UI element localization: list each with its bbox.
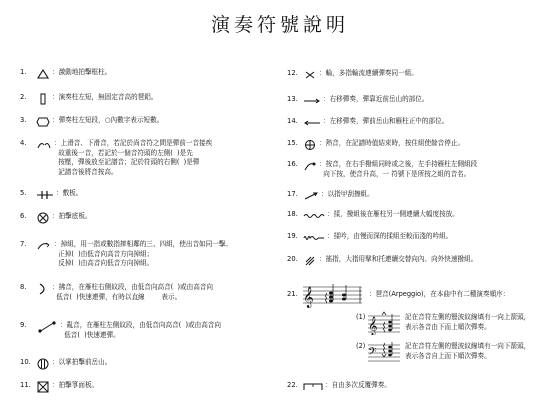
- wavy-line-icon: [303, 210, 325, 221]
- item-number: 10.: [20, 358, 31, 366]
- item-number: 1.: [20, 68, 27, 76]
- circled-bars-icon: [36, 358, 50, 369]
- item-11: [20, 381, 98, 392]
- item-number: 14.: [287, 117, 298, 125]
- item-description: ：以指甲刮擦組。: [321, 190, 374, 198]
- item-number: 20.: [287, 255, 298, 263]
- hexagon-icon: [36, 116, 50, 127]
- item-number: 9.: [20, 321, 27, 329]
- bracket-rectangle-icon: [36, 93, 50, 104]
- item-description: ：彈奏柱左短段，○內數字表示短數。: [52, 116, 164, 124]
- triangle-icon: [36, 68, 50, 79]
- slide-curve-icon: [36, 139, 52, 150]
- diagonal-notes-icon: [36, 321, 58, 332]
- glissando-arc-icon: [36, 283, 50, 294]
- item-8: [20, 283, 213, 302]
- item-description: ：掉組，用一指或數指摔相鄰的三、四組，使出音如同一擊。 正掉( )由低音向高音方向掉組； 反掉( )由高音向低音方向掉組。: [54, 240, 233, 267]
- item-description: ：熱音，在記譜時值結束時，按住組使餘音停止。: [319, 139, 465, 147]
- item-description: ：搖指，大指用擘和托連續交替向內、向外快速撥組。: [319, 255, 478, 263]
- item-number: 8.: [20, 283, 27, 291]
- arpeggio-staff-icon: [302, 281, 364, 309]
- item-16: [287, 160, 477, 179]
- vibrato-line-icon: [303, 232, 325, 243]
- item-2: [20, 93, 158, 104]
- item-description: ：自由多次反覆彈奏。: [325, 381, 391, 389]
- arpeggio-sub2-text: 記在音符左側的豎波紋線填有一向下箭頭， 表示各音自上而下順次彈奏。: [405, 342, 531, 360]
- crossed-square-icon: [36, 381, 50, 392]
- item-number: 4.: [20, 139, 27, 147]
- item-description: ：拂音，在雁柱右側紋段，由低音向高音( )或由高音向 低音( )快速連彈，有時以直線 表示。: [52, 283, 213, 301]
- item-description: ：琶音(Arpeggio)，在本曲中有二種演奏順序：: [369, 290, 510, 298]
- item-number: 7.: [20, 240, 27, 248]
- arpeggio-sub2-number: (2): [356, 342, 366, 350]
- sweep-arc-icon: [36, 240, 52, 251]
- item-number: 5.: [20, 189, 27, 197]
- item-description: ：揉吟，由慢而深的揉組至較而淺的吟組。: [327, 232, 453, 240]
- item-description: ：敷板。: [56, 189, 83, 197]
- arpeggio-down-staff-icon: [367, 340, 401, 364]
- arpeggio-sub1-text: 記在音符左側的豎波紋線填有一向上箭頭， 表示各音由下而上順次彈奏。: [405, 313, 531, 331]
- item-description: ：上滑音、下滑音，若記於尚音符之間是彈前一音接疾 故重後一音，若記於一個音符頭的左側( )是先 按壓，彈後放至記譜音；記於符頭的右側( )是彈 記譜音後將音按高。: [54, 139, 213, 176]
- left-arrow-icon: [303, 117, 321, 128]
- item-description: ：亂音，在雁柱左側紋段，由低音向高音( )或由高音向 低音( )快速連彈。: [60, 321, 221, 339]
- item-number: 19.: [287, 232, 298, 240]
- item-4: [20, 139, 212, 177]
- item-number: 2.: [20, 93, 27, 101]
- svg-text:𝄞: 𝄞: [303, 287, 314, 308]
- arpeggio-sub1-number: (1): [356, 313, 366, 321]
- page-title: 演奏符號說明: [210, 14, 349, 36]
- item-3: [20, 116, 163, 127]
- item-description: ：按音，在右手撥組同時或之後，左手持雁柱左側組段 向下按，使音升高，一 符號下是所按之組的音名。: [319, 160, 478, 178]
- item-20: [287, 255, 477, 266]
- item-18: [287, 210, 459, 221]
- item-description: ：拍擊箏面板。: [52, 381, 99, 389]
- item-number: 3.: [20, 116, 27, 124]
- item-22: [287, 381, 391, 392]
- item-9: [20, 321, 221, 340]
- item-number: 16.: [287, 160, 298, 168]
- item-13: [287, 95, 429, 106]
- item-number: 6.: [20, 212, 27, 220]
- item-description: ：拍擊底板。: [52, 212, 92, 220]
- item-number: 13.: [287, 95, 298, 103]
- item-5: [20, 189, 82, 200]
- item-description: ：演奏柱左短，無固定音高的琶鋁。: [52, 93, 158, 101]
- item-description: ：左移彈奏，彈前岳山和雁柱正中的部位。: [323, 117, 449, 125]
- item-description: ：輪，多指輪流連續彈奏同一組。: [319, 69, 418, 77]
- scrape-arrow-icon: [303, 190, 319, 201]
- right-arrow-icon: [303, 95, 321, 106]
- item-number: 21.: [287, 290, 298, 298]
- item-17: [287, 190, 374, 201]
- item-7: [20, 240, 232, 269]
- svg-text:𝄞: 𝄞: [368, 316, 378, 335]
- item-description: ：右移彈奏，彈靠近前岳山的部位。: [323, 95, 429, 103]
- item-description: ：以掌拍擊前岳山。: [52, 358, 112, 366]
- item-14: [287, 117, 448, 128]
- item-number: 22.: [287, 381, 298, 389]
- item-description: ：激動地拍擊框柱。: [52, 68, 112, 76]
- repeat-bracket-icon: [303, 381, 323, 392]
- arpeggio-up-staff-icon: [367, 311, 401, 335]
- item-number: 15.: [287, 139, 298, 147]
- item-number: 17.: [287, 190, 298, 198]
- item-number: 18.: [287, 210, 298, 218]
- damper-icon: [303, 139, 317, 150]
- tremolo-slash-icon: [303, 255, 317, 266]
- strike-board-icon: [36, 189, 54, 200]
- press-note-icon: [303, 160, 317, 171]
- svg-text:𝄢: 𝄢: [368, 346, 377, 361]
- item-1: [20, 68, 111, 79]
- item-6: [20, 212, 92, 223]
- item-number: 12.: [287, 69, 298, 77]
- item-19: [287, 232, 452, 243]
- tremolo-icon: [303, 69, 317, 80]
- item-12: [287, 69, 418, 80]
- item-description: ：揉，撥組後在雁柱另一側連續大幅度按放。: [327, 210, 459, 218]
- item-15: [287, 139, 464, 150]
- circled-x-icon: [36, 212, 50, 223]
- item-10: [20, 358, 111, 369]
- item-number: 11.: [20, 381, 31, 389]
